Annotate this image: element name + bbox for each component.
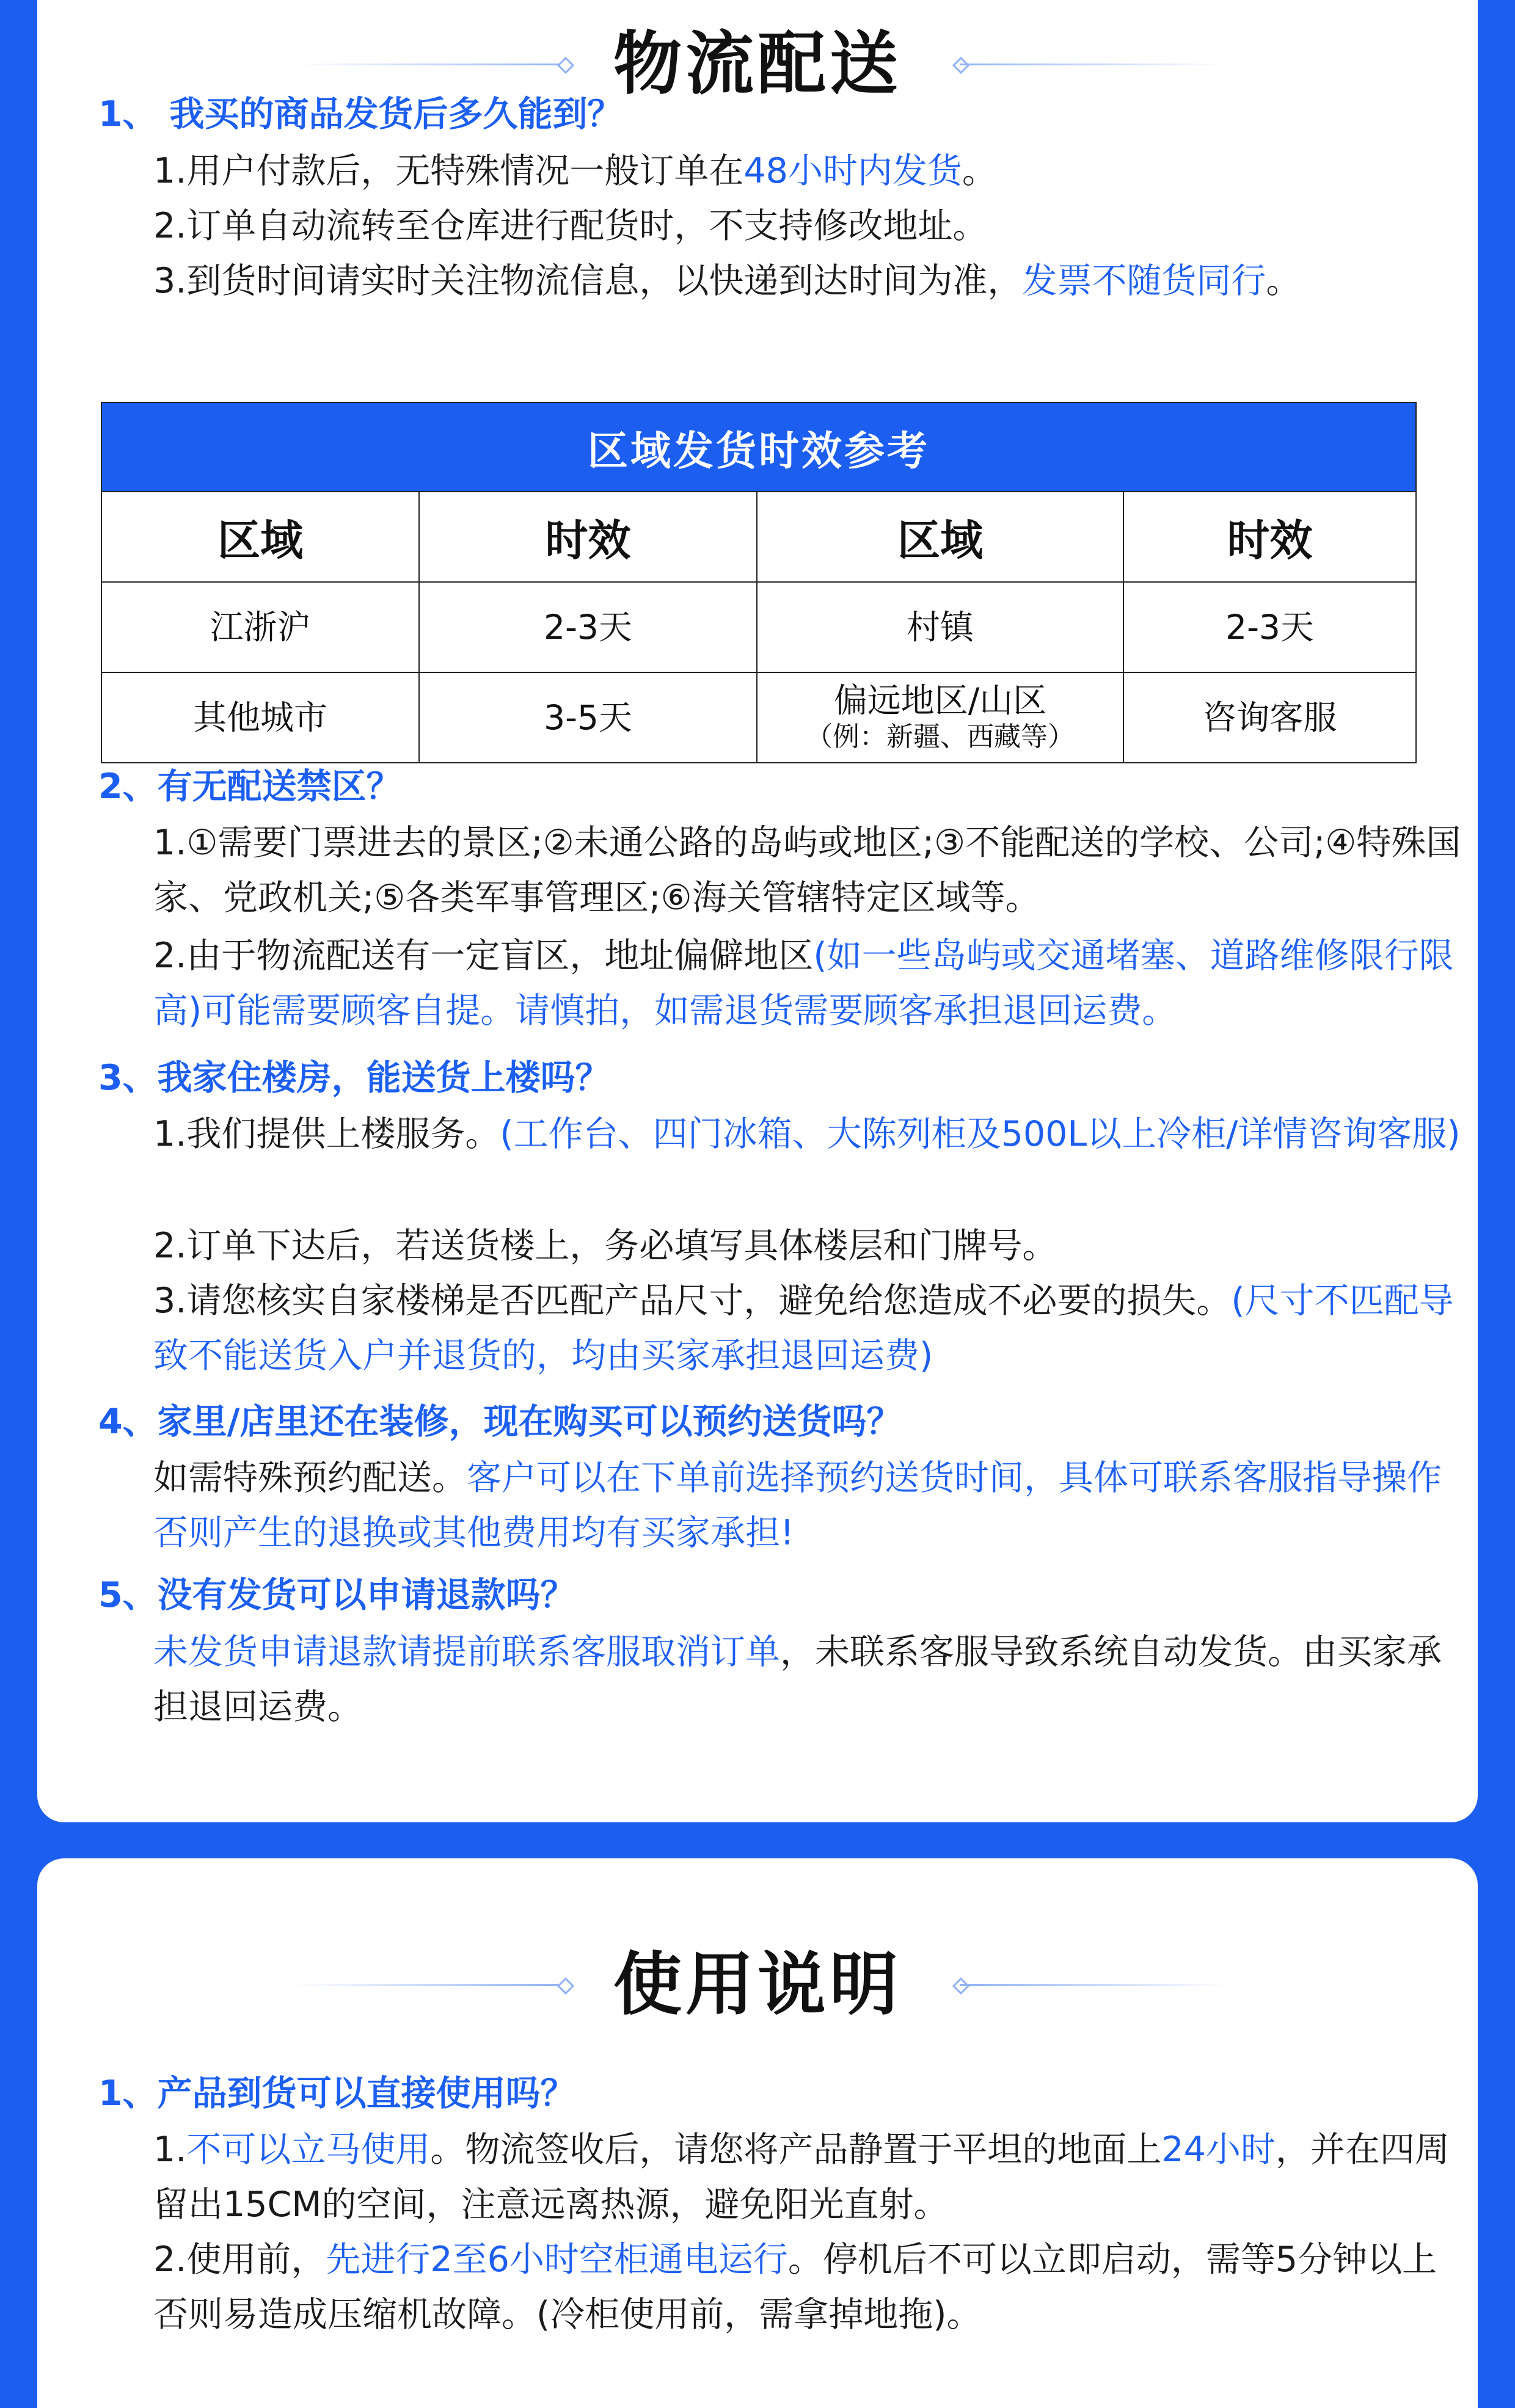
table-cell-remote: [757, 672, 1123, 763]
faq-answer-2-line-1: 1.①需要门票进去的景区;②未通公路的岛屿或地区;③不能配送的学校、公司;④特殊国家、党政机关;⑤各类军事管理区;⑥海关管辖特定区域等。: [153, 823, 1461, 918]
faq-question-2: 2、有无配送禁区？: [98, 766, 401, 807]
table-cell: 江浙沪: [101, 582, 419, 672]
table-cell: 2-3天: [419, 582, 757, 672]
table-header-region: 区域: [757, 492, 1123, 582]
faq-answer-2-line-2: 2.由于物流配送有一定盲区，地址偏僻地区(如一些岛屿或交通堵塞、道路维修限行限高)可能需要顾客自提。请慎拍，如需退货需要顾客承担退回运费。: [153, 936, 1454, 1031]
table-row: [101, 672, 1416, 763]
table-caption: 区域发货时效参考: [101, 402, 1416, 492]
table-cell: 咨询客服: [1123, 672, 1416, 763]
faq-answer-1-line-3: 3.到货时间请实时关注物流信息，以快递到达时间为准，发票不随货同行。: [153, 261, 1301, 301]
region-shipping-table: [101, 402, 1417, 763]
usage-title: 使用说明: [613, 1945, 902, 2024]
faq-answer-1-line-1: 1.用户付款后，无特殊情况一般订单在48小时内发货。: [153, 151, 997, 191]
faq-answer-3-line-2: 2.订单下达后，若送货楼上，务必填写具体楼层和门牌号。: [153, 1226, 1057, 1266]
table-header-time: 时效: [419, 492, 757, 582]
table-cell: 3-5天: [419, 672, 757, 763]
faq-answer-4: 如需特殊预约配送。客户可以在下单前选择预约送货时间，具体可联系客服指导操作否则产生的退换或其他费用均有买家承担!: [153, 1458, 1442, 1553]
table-row: [101, 582, 1416, 672]
title-deco-line-right: [960, 64, 1228, 65]
table-cell: 村镇: [757, 582, 1123, 672]
title-deco-line-right: [960, 1984, 1228, 1986]
logistics-card: [37, 0, 1478, 1822]
faq-answer-1-line-2: 2.订单自动流转至仓库进行配货时，不支持修改地址。: [153, 206, 988, 246]
faq-answer-5: 未发货申请退款请提前联系客服取消订单，未联系客服导致系统自动发货。由买家承担退回运费。: [153, 1632, 1442, 1727]
table-header-time: 时效: [1123, 492, 1416, 582]
faq-question-3: 3、我家住楼房，能送货上楼吗？: [98, 1058, 610, 1098]
remote-area-note: （例：新疆、西藏等）: [806, 721, 1075, 752]
logistics-title: 物流配送: [613, 24, 902, 104]
table-cell: 其他城市: [101, 672, 419, 763]
usage-title-row: [37, 1942, 1478, 2028]
usage-answer-1-line-2: 2.使用前，先进行2至6小时空柜通电运行。停机后不可以立即启动，需等5分钟以上否则易造成压缩机故障。(冷柜使用前，需拿掉地拖)。: [153, 2239, 1437, 2335]
table-header-region: 区域: [101, 492, 419, 582]
usage-question-1: 1、产品到货可以直接使用吗？: [98, 2073, 575, 2114]
faq-answer-3-line-1: 1.我们提供上楼服务。(工作台、四门冰箱、大陈列柜及500L以上冷柜/详情咨询客服): [153, 1114, 1461, 1154]
usage-card: [37, 1858, 1478, 2408]
faq-question-5: 5、没有发货可以申请退款吗？: [98, 1575, 575, 1615]
faq-answer-3-line-3: 3.请您核实自家楼梯是否匹配产品尺寸，避免给您造成不必要的损失。(尺寸不匹配导致不能送货入户并退货的，均由买家承担退回运费): [153, 1281, 1454, 1376]
table-cell: 2-3天: [1123, 582, 1416, 672]
remote-area-label: 偏远地区/山区: [833, 681, 1047, 720]
usage-answer-1-line-1: 1.不可以立马使用。物流签收后，请您将产品静置于平坦的地面上24小时，并在四周留出15CM的空间，注意远离热源，避免阳光直射。: [153, 2130, 1450, 2225]
faq-question-4: 4、家里/店里还在装修，现在购买可以预约送货吗？: [98, 1402, 902, 1442]
faq-question-1: 1、 我买的商品发货后多久能到？: [98, 94, 622, 134]
